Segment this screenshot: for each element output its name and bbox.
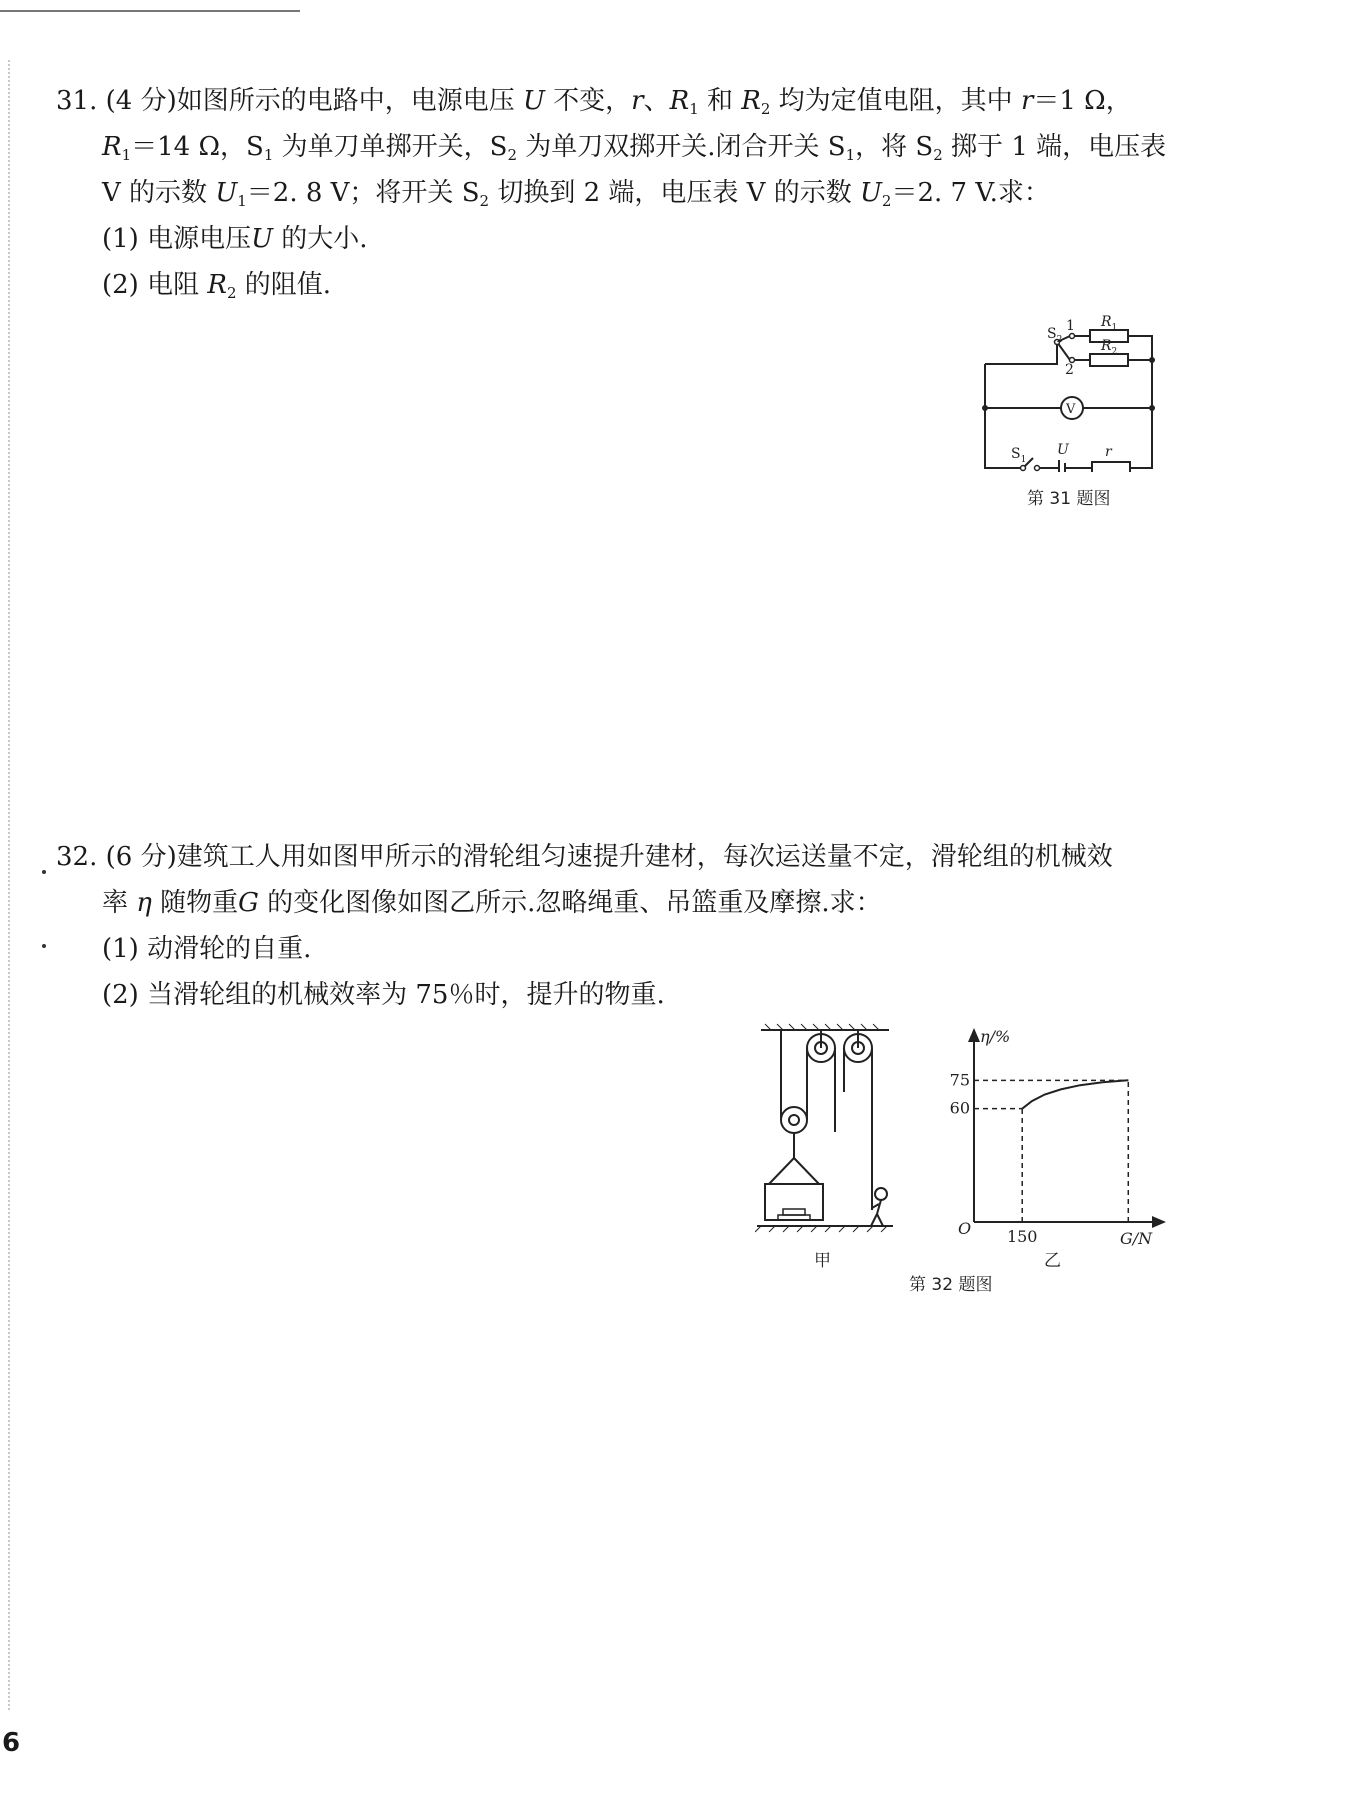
page-number: 6 (2, 1728, 21, 1758)
terminal-2-label: 2 (1065, 362, 1074, 378)
r2-label: $R_2$ (1101, 338, 1118, 357)
stray-dot (42, 870, 46, 874)
top-rule (0, 10, 300, 12)
s2-label: $S_2$ (1047, 326, 1063, 345)
y-tick-label: 75 (950, 1070, 970, 1090)
circuit-diagram (975, 312, 1175, 472)
r1-label: $R_1$ (1101, 314, 1118, 333)
terminal-1-label: 1 (1066, 318, 1075, 334)
q31-line-2: $R_1=14$ Ω，$S_1$ 为单刀单掷开关，$S_2$ 为单刀双掷开关.闭合开关 $S_1$，将 $S_2$ 掷于 1 端，电压表 (102, 132, 1167, 164)
pulley-system-figure (755, 1022, 895, 1242)
efficiency-curve (1022, 1080, 1128, 1108)
q32-item-1: (1) 动滑轮的自重. (102, 934, 312, 964)
stray-dot (42, 944, 46, 948)
x-tick-label: 150 (1006, 1227, 1038, 1246)
internal-resistance-label: r (1105, 444, 1112, 460)
y-tick-label: 60 (950, 1098, 970, 1118)
battery-label: U (1057, 442, 1069, 458)
q32-line-1: 32. (6 分)建筑工人用如图甲所示的滑轮组匀速提升建材，每次运送量不定，滑轮组的机械效 (56, 842, 1113, 872)
s1-label: $S_1$ (1011, 446, 1027, 465)
binding-margin-dots (8, 60, 10, 1710)
q31-item-1: (1) 电源电压U 的大小. (102, 224, 368, 254)
figure-a-label: 甲 (814, 1251, 831, 1271)
q31-item-2: (2) 电阻 $R_2$ 的阻值. (102, 270, 332, 302)
figure-b-label: 乙 (1044, 1251, 1061, 1271)
q31-line-1: 31. (4 分)如图所示的电路中，电源电压 U 不变，r、$R_1$ 和 $R_2$ 均为定值电阻，其中 r＝1 Ω， (56, 86, 1132, 118)
figure-31-caption: 第 31 题图 (1027, 489, 1111, 509)
q32-item-2: (2) 当滑轮组的机械效率为 75％时，提升的物重. (102, 980, 665, 1010)
y-axis-label: η/% (980, 1027, 1011, 1046)
figure-32-caption: 第 32 题图 (909, 1275, 993, 1295)
voltmeter-label: V (1066, 402, 1076, 417)
x-axis-label: G/N (1120, 1229, 1153, 1248)
q31-line-3: V 的示数 $U_1=2$. 8 V；将开关 $S_2$ 切换到 2 端，电压表 V 的示数 $U_2=2$. 7 V.求： (102, 178, 1050, 210)
efficiency-chart (950, 1022, 1170, 1252)
origin-label: O (958, 1219, 972, 1238)
q32-line-2: 率 η 随物重G 的变化图像如图乙所示.忽略绳重、吊篮重及摩擦.求： (102, 888, 882, 918)
